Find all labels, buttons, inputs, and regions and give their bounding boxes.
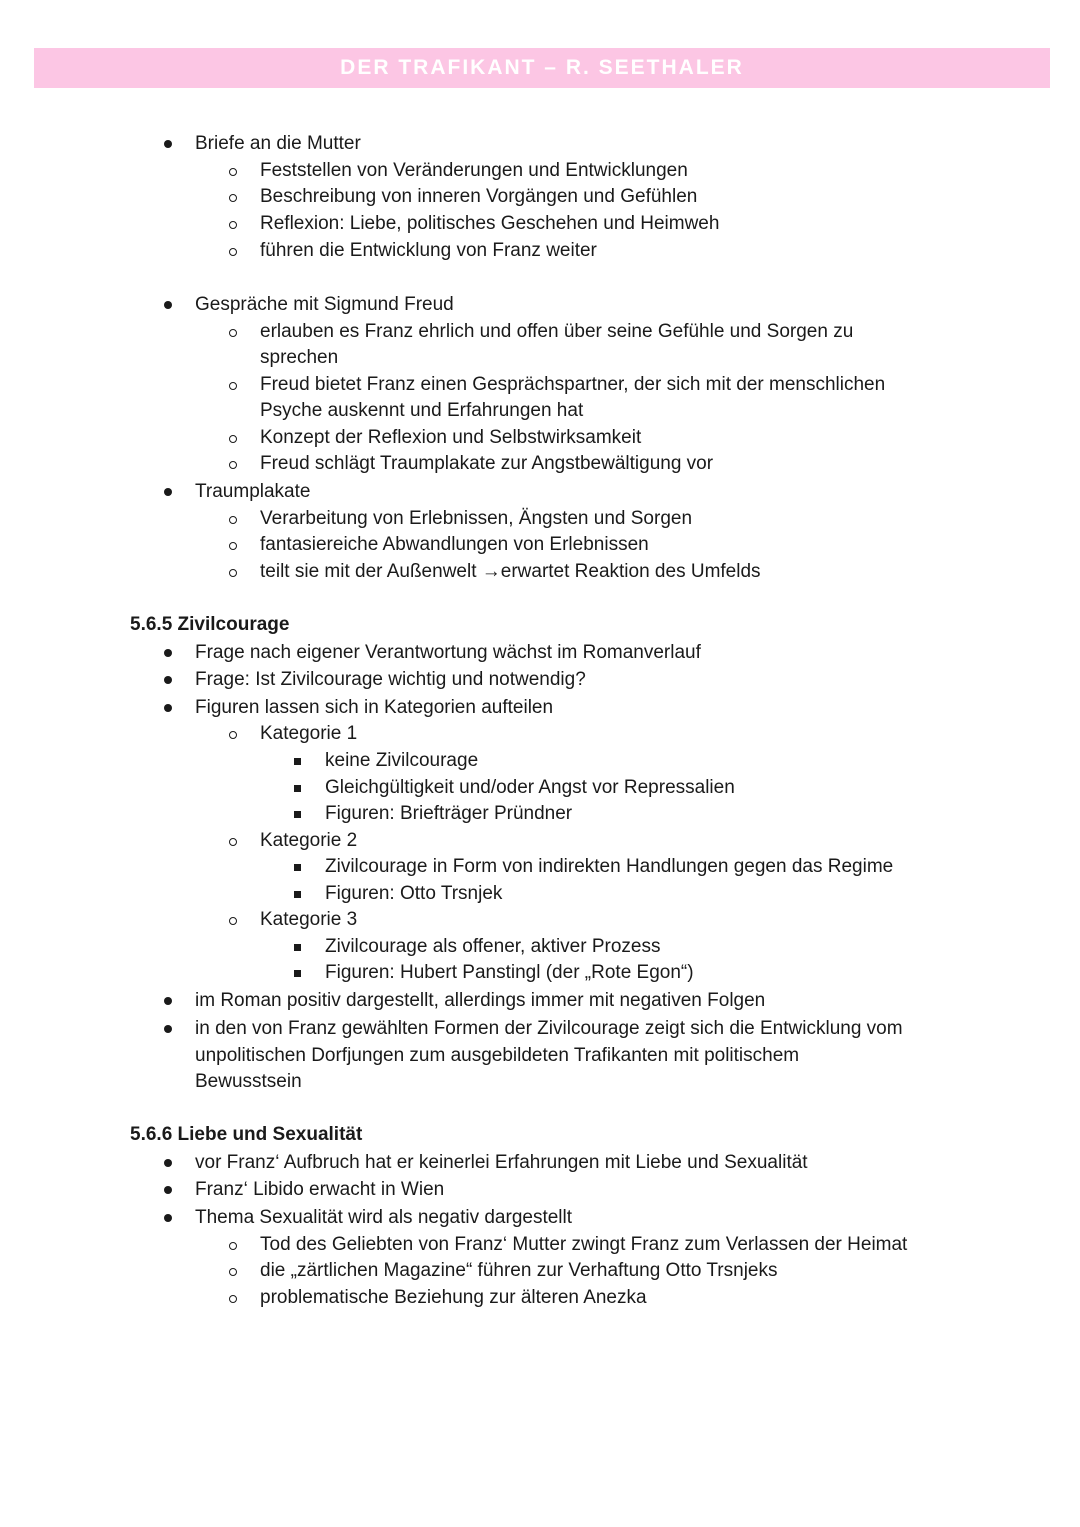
bullet-dot-icon xyxy=(164,1159,172,1167)
bullet-circle-icon xyxy=(229,917,237,925)
list-item xyxy=(325,881,502,908)
list-item-label: im Roman positiv dargestellt, allerdings immer mit negativen Folgen xyxy=(195,990,766,1011)
list-item xyxy=(325,854,893,881)
list-item-continuation xyxy=(260,398,583,425)
list-item xyxy=(195,1016,903,1043)
list-item-label: Psyche auskennt und Erfahrungen hat xyxy=(260,400,584,421)
bullet-square-icon xyxy=(294,864,301,871)
bullet-circle-icon xyxy=(229,1295,237,1303)
list-item-continuation xyxy=(260,345,338,372)
list-item xyxy=(195,131,361,158)
section-heading: 5.6.5 Zivilcourage xyxy=(130,614,290,635)
list-item xyxy=(260,559,761,586)
bullet-dot-icon xyxy=(164,488,172,496)
list-item xyxy=(195,988,765,1015)
list-item-label: Traumplakate xyxy=(195,481,311,502)
list-item-label: Reflexion: Liebe, politisches Geschehen und Heimweh xyxy=(260,213,720,234)
list-item xyxy=(195,640,701,667)
list-item xyxy=(260,211,719,238)
list-item xyxy=(325,775,735,802)
list-item xyxy=(195,667,586,694)
list-item-label: Kategorie 2 xyxy=(260,830,358,851)
list-item-continuation xyxy=(195,1043,799,1070)
bullet-dot-icon xyxy=(164,704,172,712)
list-item xyxy=(195,695,553,722)
list-item-label: teilt sie mit der Außenwelt →erwartet Reaktion des Umfelds xyxy=(260,561,761,582)
list-item-label: fantasiereiche Abwandlungen von Erlebnissen xyxy=(260,534,649,555)
list-item-label: erlauben es Franz ehrlich und offen über seine Gefühle und Sorgen zu xyxy=(260,321,854,342)
list-item-label: Feststellen von Veränderungen und Entwicklungen xyxy=(260,160,688,181)
bullet-dot-icon xyxy=(164,140,172,148)
list-item-label: Konzept der Reflexion und Selbstwirksamkeit xyxy=(260,427,642,448)
list-item-label: Freud bietet Franz einen Gesprächspartner, der sich mit der menschlichen xyxy=(260,374,886,395)
section-heading: 5.6.6 Liebe und Sexualität xyxy=(130,1124,363,1145)
bullet-circle-icon xyxy=(229,1268,237,1276)
list-item xyxy=(260,506,692,533)
header-bar xyxy=(34,48,1050,88)
list-item-label: Thema Sexualität wird als negativ dargestellt xyxy=(195,1207,573,1228)
list-item-label: Bewusstsein xyxy=(195,1071,302,1092)
list-item xyxy=(195,1177,444,1204)
bullet-circle-icon xyxy=(229,731,237,739)
bullet-dot-icon xyxy=(164,649,172,657)
list-item-label: Franz‘ Libido erwacht in Wien xyxy=(195,1179,445,1200)
bullet-dot-icon xyxy=(164,1214,172,1222)
list-item xyxy=(260,1285,647,1312)
bullet-circle-icon xyxy=(229,168,237,176)
bullet-circle-icon xyxy=(229,461,237,469)
bullet-circle-icon xyxy=(229,838,237,846)
list-item xyxy=(260,1232,907,1259)
list-item xyxy=(260,1258,777,1285)
list-item xyxy=(195,1205,572,1232)
list-item-label: Beschreibung von inneren Vorgängen und Gefühlen xyxy=(260,186,698,207)
bullet-dot-icon xyxy=(164,1025,172,1033)
document-title: DER TRAFIKANT – R. SEETHALER xyxy=(340,56,744,79)
list-item-label: problematische Beziehung zur älteren Anezka xyxy=(260,1287,647,1308)
list-item-label: Frage nach eigener Verantwortung wächst im Romanverlauf xyxy=(195,642,701,663)
bullet-square-icon xyxy=(294,811,301,818)
list-item xyxy=(260,184,697,211)
list-item-label: führen die Entwicklung von Franz weiter xyxy=(260,240,597,261)
list-item-label: Gleichgültigkeit und/oder Angst vor Repressalien xyxy=(325,777,735,798)
list-item-label: Zivilcourage als offener, aktiver Prozess xyxy=(325,936,661,957)
bullet-circle-icon xyxy=(229,569,237,577)
list-item xyxy=(325,748,478,775)
list-item xyxy=(195,292,454,319)
bullet-square-icon xyxy=(294,785,301,792)
list-item xyxy=(260,238,597,265)
bullet-square-icon xyxy=(294,944,301,951)
bullet-dot-icon xyxy=(164,1186,172,1194)
list-item xyxy=(195,1150,808,1177)
list-item xyxy=(260,532,649,559)
list-item-label: keine Zivilcourage xyxy=(325,750,479,771)
list-item-label: Freud schlägt Traumplakate zur Angstbewältigung vor xyxy=(260,453,714,474)
list-item-label: Zivilcourage in Form von indirekten Handlungen gegen das Regime xyxy=(325,856,894,877)
list-item-label: Gespräche mit Sigmund Freud xyxy=(195,294,454,315)
list-item-label: Tod des Geliebten von Franz‘ Mutter zwingt Franz zum Verlassen der Heimat xyxy=(260,1234,908,1255)
bullet-dot-icon xyxy=(164,301,172,309)
list-item-label: Figuren: Briefträger Pründner xyxy=(325,803,573,824)
list-item xyxy=(260,451,713,478)
bullet-square-icon xyxy=(294,758,301,765)
list-item-label: in den von Franz gewählten Formen der Zivilcourage zeigt sich die Entwicklung vom xyxy=(195,1018,903,1039)
list-item-label: die „zärtlichen Magazine“ führen zur Verhaftung Otto Trsnjeks xyxy=(260,1260,778,1281)
bullet-circle-icon xyxy=(229,194,237,202)
list-item-label: Frage: Ist Zivilcourage wichtig und notwendig? xyxy=(195,669,586,690)
bullet-circle-icon xyxy=(229,516,237,524)
list-item-label: Kategorie 1 xyxy=(260,723,358,744)
list-item xyxy=(325,801,572,828)
list-item xyxy=(260,828,357,855)
list-item-continuation xyxy=(195,1069,302,1096)
list-item-label: sprechen xyxy=(260,347,339,368)
list-item-label: Figuren: Hubert Panstingl (der „Rote Egon“) xyxy=(325,962,694,983)
list-item-label: Figuren lassen sich in Kategorien aufteilen xyxy=(195,697,554,718)
bullet-dot-icon xyxy=(164,676,172,684)
list-item xyxy=(325,960,694,987)
list-item-label: Kategorie 3 xyxy=(260,909,358,930)
bullet-square-icon xyxy=(294,970,301,977)
list-item xyxy=(260,158,688,185)
bullet-circle-icon xyxy=(229,542,237,550)
list-item-label: vor Franz‘ Aufbruch hat er keinerlei Erfahrungen mit Liebe und Sexualität xyxy=(195,1152,808,1173)
bullet-circle-icon xyxy=(229,248,237,256)
list-item-label: Briefe an die Mutter xyxy=(195,133,361,154)
bullet-circle-icon xyxy=(229,329,237,337)
bullet-square-icon xyxy=(294,891,301,898)
bullet-circle-icon xyxy=(229,221,237,229)
list-item-label: Figuren: Otto Trsnjek xyxy=(325,883,503,904)
list-item xyxy=(260,319,853,346)
list-item xyxy=(325,934,660,961)
list-item xyxy=(260,372,885,399)
bullet-circle-icon xyxy=(229,382,237,390)
bullet-circle-icon xyxy=(229,435,237,443)
list-item-label: unpolitischen Dorfjungen zum ausgebildeten Trafikanten mit politischem xyxy=(195,1045,800,1066)
list-item-label: Verarbeitung von Erlebnissen, Ängsten und Sorgen xyxy=(260,508,693,529)
bullet-circle-icon xyxy=(229,1242,237,1250)
list-item xyxy=(195,479,310,506)
list-item xyxy=(260,721,357,748)
list-item xyxy=(260,425,641,452)
list-item xyxy=(260,907,357,934)
bullet-dot-icon xyxy=(164,997,172,1005)
